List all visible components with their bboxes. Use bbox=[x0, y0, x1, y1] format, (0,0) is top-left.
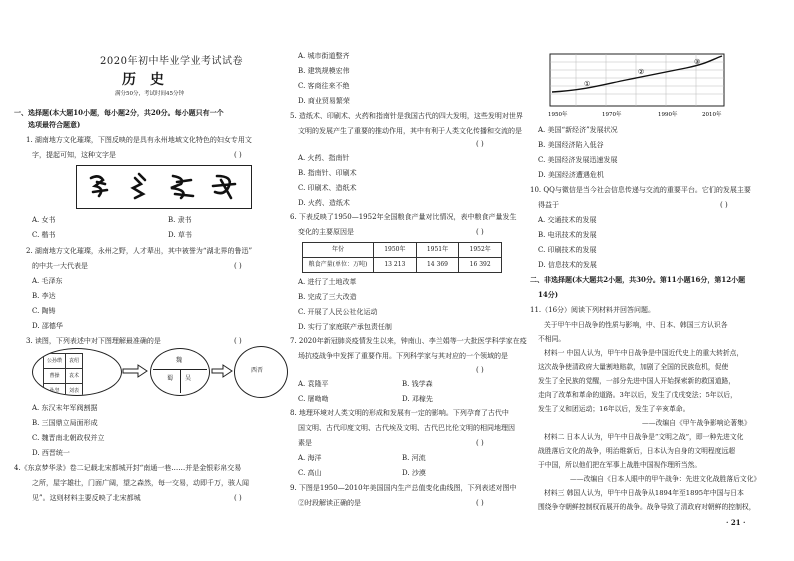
material2-line: 材料二 日本人认为，甲午中日战争是“文明之战”，即一种先进文化 bbox=[544, 433, 744, 441]
x-tick-label: 1990年 bbox=[658, 112, 678, 118]
section2-heading-cont: 14分) bbox=[538, 290, 559, 299]
q8-answer-paren[interactable]: ( ) bbox=[476, 439, 484, 447]
q11-intro: 关于甲午中日战争的性质与影响，中、日本、韩国三方认识各 bbox=[544, 321, 728, 329]
q3-answer-paren[interactable]: ( ) bbox=[234, 337, 242, 345]
table-cell: 14 369 bbox=[416, 258, 459, 273]
q5-option-c[interactable]: C. 印刷术、造纸术 bbox=[298, 184, 357, 192]
q2-option-a[interactable]: A. 毛泽东 bbox=[32, 277, 63, 285]
q7-option-b[interactable]: B. 钱学森 bbox=[402, 380, 433, 388]
q4-answer-paren[interactable]: ( ) bbox=[234, 494, 242, 502]
nushu-glyphs bbox=[77, 166, 251, 208]
q9-stem-2: ②时段解读正确的是 bbox=[298, 499, 361, 507]
q1-option-b[interactable]: B. 隶书 bbox=[168, 216, 192, 224]
x-tick-label: 1950年 bbox=[548, 112, 568, 118]
q7-answer-paren[interactable]: ( ) bbox=[476, 366, 484, 374]
q1-stem: 1. 湖南地方文化璀璨，下图反映的是具有永州地域文化特色的妇女专用文 bbox=[26, 136, 252, 144]
q8-stem: 8. 地理环境对人类文明的形成和发展有一定的影响。下列孕育了古代中 bbox=[290, 409, 509, 417]
q9-option-d[interactable]: D. 美国经济遭遇危机 bbox=[538, 171, 604, 179]
q9-answer-paren[interactable]: ( ) bbox=[476, 499, 484, 507]
material2-line: 于中国，所以他们把在军事上战胜中国视作理所当然。 bbox=[538, 461, 702, 469]
material1-line: 这次战争使清政府大量割地赔款，加剧了全国的民族危机，促使 bbox=[538, 363, 729, 371]
q1-answer-paren[interactable]: ( ) bbox=[234, 151, 242, 159]
q3-option-c[interactable]: C. 魏晋南北朝政权并立 bbox=[32, 434, 105, 442]
q3-option-a[interactable]: A. 东汉末年军阀割据 bbox=[32, 404, 98, 412]
q7-option-d[interactable]: D. 邓稼先 bbox=[402, 395, 433, 403]
section1-heading-cont: 选项最符合题意) bbox=[28, 120, 81, 129]
q11-stem: 11.（16分）阅读下列材料并回答问题。 bbox=[530, 306, 656, 314]
table-header: 年份 bbox=[303, 243, 374, 258]
material3-line: 材料三 韩国人认为，甲午中日战争从1894年至1895年中国与日本 bbox=[544, 489, 744, 497]
western-jin-map bbox=[234, 346, 288, 398]
kingdom-wei: 魏 bbox=[176, 357, 183, 364]
q10-option-c[interactable]: C. 印刷技术的发展 bbox=[538, 246, 597, 254]
q8-option-a[interactable]: A. 海洋 bbox=[298, 454, 322, 462]
nushu-script-image bbox=[76, 165, 252, 209]
kingdom-shu: 蜀 bbox=[167, 375, 174, 382]
warlord-cell: 公孙瓒 bbox=[44, 354, 66, 369]
q5-option-b[interactable]: B. 指南针、印刷术 bbox=[298, 169, 357, 177]
material3-line: 围绕争夺朝鲜控制权而展开的战争。战争导致了清政府对朝鲜的控制权， bbox=[538, 503, 756, 511]
warlord-cell: 孙坚 bbox=[44, 384, 66, 397]
q2-option-b[interactable]: B. 李达 bbox=[32, 292, 56, 300]
q4-option-b[interactable]: B. 建筑规模宏伟 bbox=[298, 67, 350, 75]
x-tick-label: 1970年 bbox=[602, 112, 622, 118]
q11-intro-2: 不相同。 bbox=[538, 335, 566, 343]
q8-option-b[interactable]: B. 河流 bbox=[402, 454, 426, 462]
q3-option-b[interactable]: B. 三国鼎立局面形成 bbox=[32, 419, 98, 427]
q4-option-a[interactable]: A. 城市街道整齐 bbox=[298, 52, 350, 60]
q5-option-d[interactable]: D. 火药、造纸术 bbox=[298, 199, 350, 207]
q3-option-d[interactable]: D. 西晋统一 bbox=[32, 449, 70, 457]
warlord-cell: 刘表 bbox=[66, 384, 83, 397]
q6-option-a[interactable]: A. 进行了土地改革 bbox=[298, 278, 357, 286]
q10-option-d[interactable]: D. 信息技术的发展 bbox=[538, 261, 597, 269]
q9-option-b[interactable]: B. 美国经济陷入低谷 bbox=[538, 141, 604, 149]
q8-stem-3: 素是 bbox=[298, 439, 312, 447]
q10-stem-2: 得益于 bbox=[538, 201, 559, 209]
material1-line: 发生了义和团运动；16年以后，发生了辛亥革命。 bbox=[538, 405, 690, 413]
q4-stem-3: 见”。这则材料主要反映了北宋都城 bbox=[32, 494, 141, 502]
q10-option-a[interactable]: A. 交通技术的发展 bbox=[538, 216, 597, 224]
table-cell: 13 213 bbox=[374, 258, 417, 273]
q9-stem: 9. 下图是1950—2010年美国国内生产总值变化曲线图，下列表述对图中 bbox=[290, 484, 517, 492]
q7-stem-2: 场抗疫战争中发挥了重要作用。下列科学家与其对应的一个领域的是 bbox=[298, 352, 508, 360]
q1-option-c[interactable]: C. 楷书 bbox=[32, 231, 56, 239]
material1-line: 材料一 中国人认为，甲午中日战争是中国近代史上的重大转折点， bbox=[544, 349, 744, 357]
q4-stem: 4.《东京梦华录》卷二记载北宋都城开封“南通一巷……并是金银彩帛交易 bbox=[14, 464, 242, 472]
warlord-cell: 袁术 bbox=[66, 369, 83, 384]
arrow-right-icon bbox=[211, 364, 233, 378]
q10-answer-paren[interactable]: ( ) bbox=[720, 201, 728, 209]
subject-title: 历史 bbox=[122, 72, 178, 88]
q8-option-c[interactable]: C. 高山 bbox=[298, 469, 322, 477]
q2-stem: 2. 湖南地方文化璀璨，永州之野，人才辈出，其中被誉为“湖北界的鲁迅” bbox=[26, 247, 253, 255]
q2-option-c[interactable]: C. 陶铸 bbox=[32, 307, 56, 315]
three-kingdoms-map bbox=[150, 348, 210, 396]
material2-source: ——改编自《日本人眼中的甲午战争：先进文化战胜落后文化》 bbox=[570, 475, 761, 483]
material1-line: 走向了改革和革命的道路。3年以后，发生了戊戌变法；5年以后， bbox=[538, 391, 737, 399]
material2-line: 战胜落后文化的战争，明治维新后，日本认为自身的文明程度远超 bbox=[538, 447, 736, 455]
q2-answer-paren[interactable]: ( ) bbox=[234, 262, 242, 270]
marker-3: ③ bbox=[694, 58, 701, 66]
q6-answer-paren[interactable]: ( ) bbox=[476, 228, 484, 236]
material1-line: 发生了全民族的觉醒，一部分先进中国人开始探索新的救国道路， bbox=[538, 377, 736, 385]
warlords-table bbox=[43, 353, 83, 396]
material1-source: ——改编自《甲午战争影响论著集》 bbox=[642, 419, 751, 427]
exam-meta: 满分50分，考试时间45分钟 bbox=[115, 91, 184, 97]
q5-option-a[interactable]: A. 火药、指南针 bbox=[298, 154, 350, 162]
q6-option-c[interactable]: C. 开展了人民公社化运动 bbox=[298, 308, 378, 316]
q2-stem-2: 的中共一大代表是 bbox=[32, 262, 88, 270]
warlord-cell: 曹操 bbox=[44, 369, 66, 384]
western-jin-label: 西晋 bbox=[251, 367, 264, 374]
q5-answer-paren[interactable]: ( ) bbox=[476, 140, 484, 148]
q10-stem: 10. QQ与微信是当今社会信息传递与交流的重要平台。它们的发展主要 bbox=[530, 186, 751, 194]
table-header: 1951年 bbox=[416, 243, 459, 258]
q6-stem-2: 变化的主要原因是 bbox=[298, 228, 354, 236]
q9-option-c[interactable]: C. 美国经济发展迅速发展 bbox=[538, 156, 618, 164]
q1-stem-2: 字，提起可知，这种文字是 bbox=[32, 151, 116, 159]
q1-option-a[interactable]: A. 女书 bbox=[32, 216, 56, 224]
marker-1: ① bbox=[584, 80, 591, 88]
table-header: 1950年 bbox=[374, 243, 417, 258]
q2-option-d[interactable]: D. 邵德华 bbox=[32, 322, 63, 330]
q6-option-d[interactable]: D. 实行了家庭联产承包责任制 bbox=[298, 323, 392, 331]
exam-title: 2020年初中毕业学业考试试卷 bbox=[100, 56, 243, 67]
warlord-cell: 袁绍 bbox=[66, 354, 83, 369]
grain-output-table bbox=[302, 242, 502, 273]
q5-stem-2: 文明的发展产生了重要的推动作用，其中有利于人类文化传播和交流的是 bbox=[298, 127, 522, 135]
q6-option-b[interactable]: B. 完成了三大改造 bbox=[298, 293, 357, 301]
q8-stem-2: 国文明、古代印度文明、古代埃及文明、古代巴比伦文明的相同地理因 bbox=[298, 424, 515, 432]
section2-heading: 二、非选择题(本大题共2小题，共30分。第11小题16分，第12小题 bbox=[530, 275, 746, 284]
q4-option-c[interactable]: C. 客商往来不绝 bbox=[298, 82, 350, 90]
q9-option-a[interactable]: A. 美国“新经济”发展状况 bbox=[538, 126, 618, 134]
q3-stem: 3. 读图，下列表述中对下图理解最准确的是 bbox=[26, 337, 161, 345]
q8-option-d[interactable]: D. 沙漠 bbox=[402, 469, 426, 477]
gdp-curve-chart bbox=[546, 50, 728, 122]
table-header: 1952年 bbox=[459, 243, 502, 258]
q7-stem: 7. 2020年新冠肺炎疫情发生以来，钟南山、李兰娟等一大批医学科学家在疫 bbox=[290, 337, 527, 345]
arrow-right-icon bbox=[122, 364, 148, 378]
page-number: · 21 · bbox=[726, 518, 746, 527]
marker-2: ② bbox=[638, 68, 645, 76]
q5-stem: 5. 造纸术、印刷术、火药和指南针是我国古代的四大发明，这些发明对世界 bbox=[290, 112, 523, 120]
table-row-label: 粮食产量(单位：万吨) bbox=[303, 258, 374, 273]
q1-option-d[interactable]: D. 草书 bbox=[168, 231, 192, 239]
x-tick-label: 2010年 bbox=[702, 112, 722, 118]
warlords-map bbox=[32, 348, 122, 396]
section1-heading: 一、选择题(本大题10小题，每小题2分，共20分。每小题只有一个 bbox=[14, 108, 224, 117]
q4-option-d[interactable]: D. 商业贸易繁荣 bbox=[298, 97, 350, 105]
table-cell: 16 392 bbox=[459, 258, 502, 273]
q7-option-a[interactable]: A. 袁隆平 bbox=[298, 380, 329, 388]
q4-stem-2: 之所，屋字雄壮，门面广阔，望之森然，每一交易，动即千万，骇人闻 bbox=[32, 479, 249, 487]
q6-stem: 6. 下表反映了1950—1952年全国粮食产量对比情况，表中粮食产量发生 bbox=[290, 213, 517, 221]
kingdom-wu: 吴 bbox=[185, 375, 192, 382]
q10-option-b[interactable]: B. 电讯技术的发展 bbox=[538, 231, 597, 239]
q7-option-c[interactable]: C. 屠呦呦 bbox=[298, 395, 329, 403]
